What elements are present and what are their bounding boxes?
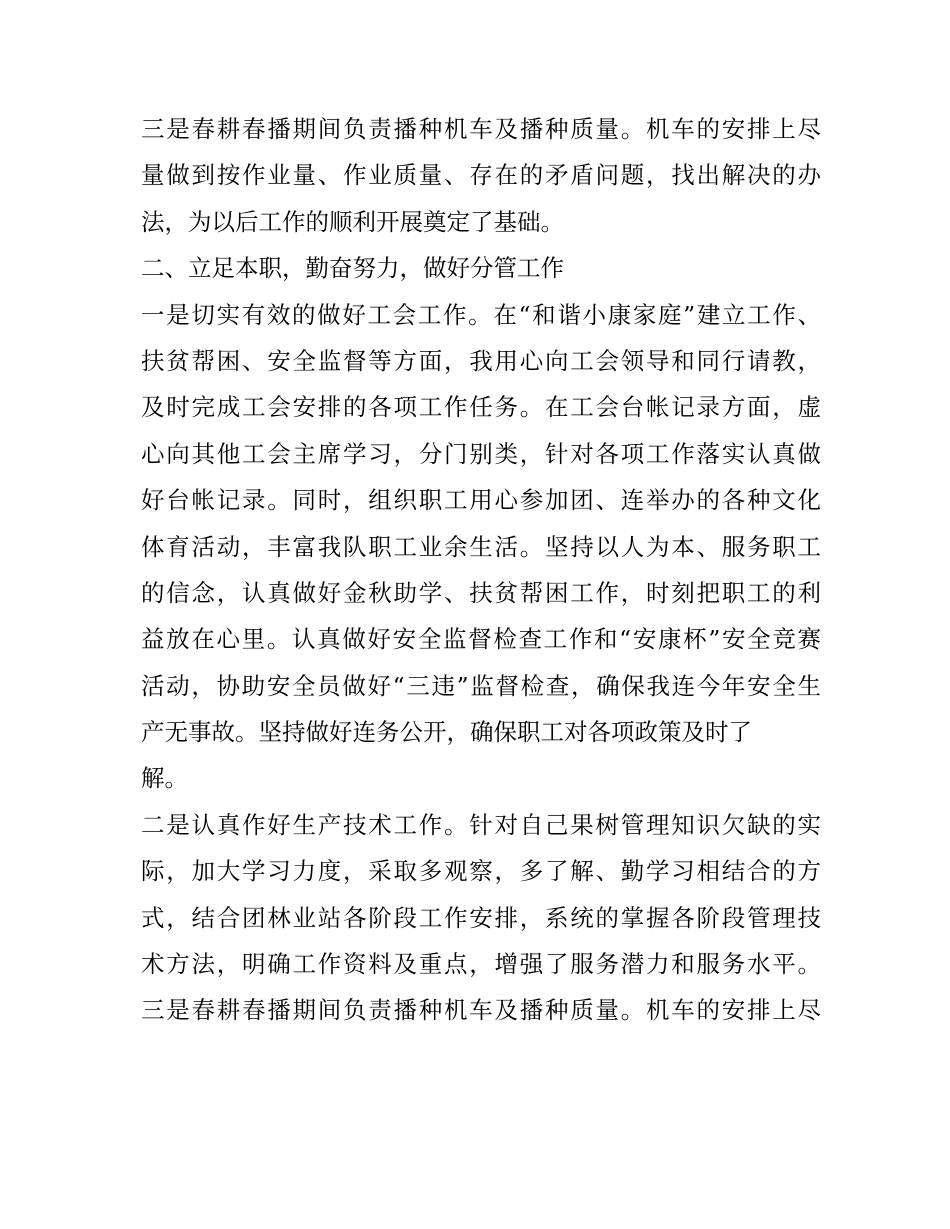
text-line: 际，加大学习力度，采取多观察，多了解、勤学习相结合的方 [141,857,821,886]
text-line: 三是春耕春播期间负责播种机车及播种质量。机车的安排上尽 [141,115,821,143]
text-line: 产无事故。坚持做好连务公开，确保职工对各项政策及时了 [141,718,752,747]
document-body [141,106,821,1034]
text-line: 心向其他工会主席学习，分门别类，针对各项工作落实认真做 [141,439,821,468]
text-line: 三是春耕春播期间负责播种机车及播种质量。机车的安排上尽 [141,996,821,1025]
text-line: 的信念，认真做好金秋助学、扶贫帮困工作，时刻把职工的利 [141,578,821,607]
text-line: 术方法，明确工作资料及重点，增强了服务潜力和服务水平。 [141,950,821,979]
text-line: 量做到按作业量、作业质量、存在的矛盾问题，找出解决的办 [141,161,821,190]
text-line: 式，结合团林业站各阶段工作安排，系统的掌握各阶段管理技 [141,903,821,932]
text-line: 法，为以后工作的顺利开展奠定了基础。 [141,207,564,236]
text-line: 好台帐记录。同时，组织职工用心参加团、连举办的各种文化 [141,486,821,515]
text-line: 扶贫帮困、安全监督等方面，我用心向工会领导和同行请教， [141,346,821,375]
text-line: 二是认真作好生产技术工作。针对自己果树管理知识欠缺的实 [141,810,821,839]
text-line: 及时完成工会安排的各项工作任务。在工会台帐记录方面，虚 [141,393,821,422]
text-line: 活动，协助安全员做好“三违”监督检查，确保我连今年安全生 [141,671,821,700]
text-line: 体育活动，丰富我队职工业余生活。坚持以人为本、服务职工 [141,532,821,561]
text-line: 一是切实有效的做好工会工作。在“和谐小康家庭”建立工作、 [141,300,821,329]
text-line: 益放在心里。认真做好安全监督检查工作和“安康杯”安全竞赛 [141,625,821,654]
section-heading: 二、立足本职，勤奋努力，做好分管工作 [141,254,564,283]
text-line: 解。 [141,764,188,793]
